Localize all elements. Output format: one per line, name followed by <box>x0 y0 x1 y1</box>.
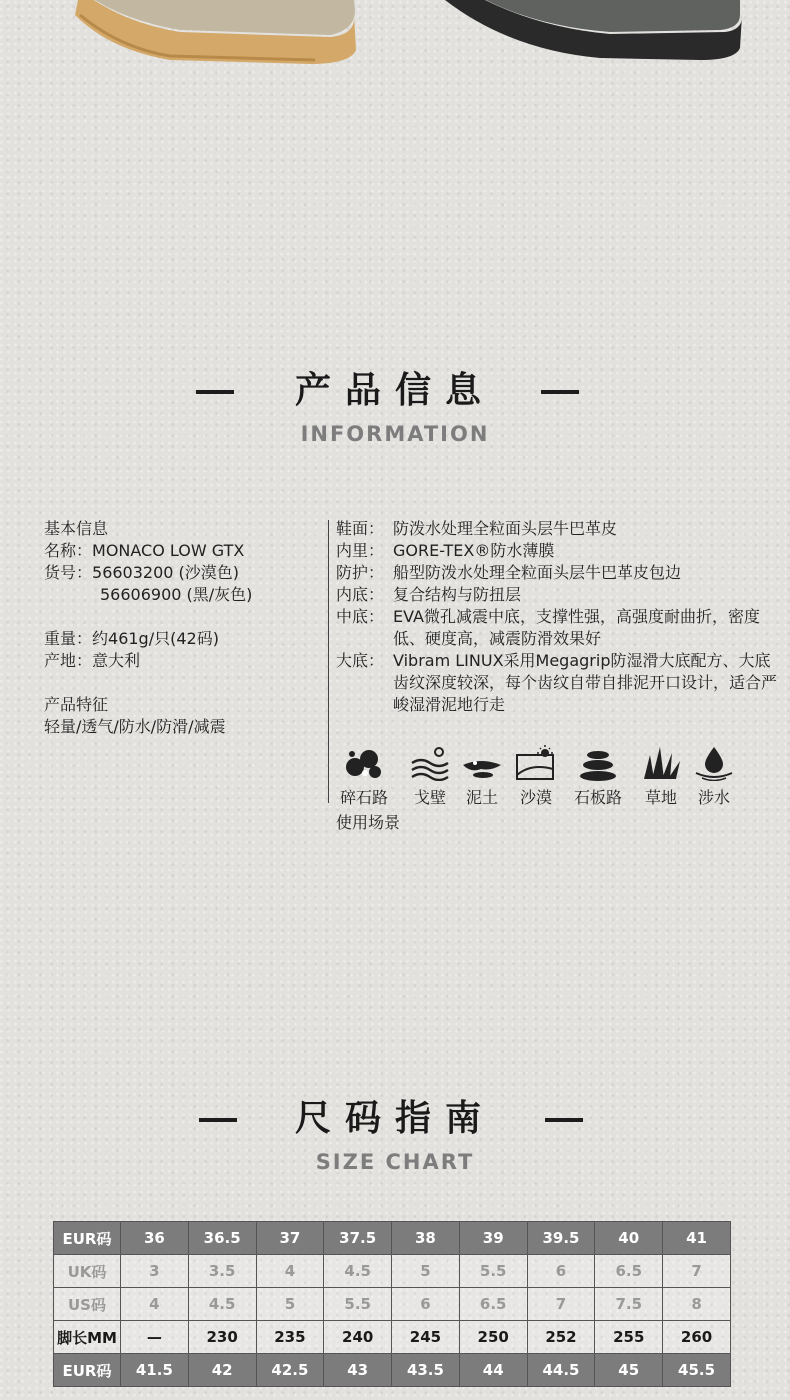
mud-icon <box>461 745 503 781</box>
size-cell: 245 <box>392 1321 460 1354</box>
size-row-header: 脚长MM <box>54 1321 121 1354</box>
size-cell: 36.5 <box>188 1222 256 1255</box>
size-cell: 4 <box>121 1288 189 1321</box>
size-cell: 7.5 <box>595 1288 663 1321</box>
size-cell: 37 <box>256 1222 324 1255</box>
size-cell: 260 <box>663 1321 731 1354</box>
spec-outsole <box>336 650 781 716</box>
basic-info <box>44 518 324 738</box>
features-value: 轻量/透气/防水/防滑/减震 <box>44 717 226 736</box>
size-cell: 255 <box>595 1321 663 1354</box>
spec-protection <box>336 562 781 584</box>
size-row <box>54 1222 731 1255</box>
spec-value: EVA微孔减震中底，支撑性强，高强度耐曲折，密度低、硬度高，减震防滑效果好 <box>393 607 760 648</box>
size-chart-heading <box>0 1094 790 1174</box>
size-cell: 6 <box>527 1255 595 1288</box>
origin-row <box>44 650 324 672</box>
title-dash-right <box>541 390 579 394</box>
size-cell: 6.5 <box>595 1255 663 1288</box>
weight-row <box>44 628 324 650</box>
scene-water: 涉水 <box>693 745 735 808</box>
size-cell: 39.5 <box>527 1222 595 1255</box>
size-cell: 235 <box>256 1321 324 1354</box>
size-cell: 3.5 <box>188 1255 256 1288</box>
size-cell: 43.5 <box>392 1354 460 1387</box>
size-cell: 45.5 <box>663 1354 731 1387</box>
spec-midsole <box>336 606 781 650</box>
sku-value-1: 56603200 (沙漠色) <box>92 563 240 582</box>
spec-list <box>336 518 781 716</box>
desert-icon <box>515 745 557 781</box>
features-heading: 产品特征 <box>44 695 109 714</box>
spec-value: Vibram LINUX采用Megagrip防湿滑大底配方、大底齿纹深度较深，每个齿纹自带自排泥开口设计，适合严峻湿滑泥地行走 <box>393 651 778 714</box>
spec-value: GORE-TEX®防水薄膜 <box>393 541 555 560</box>
scene-gobi: 戈壁 <box>409 745 451 808</box>
size-cell: 4.5 <box>324 1255 392 1288</box>
size-cell: 37.5 <box>324 1222 392 1255</box>
size-row <box>54 1354 731 1387</box>
spec-label: 内底： <box>336 585 385 604</box>
terrain-scenes <box>337 745 747 805</box>
size-cell: 7 <box>663 1255 731 1288</box>
section-title-en: SIZE CHART <box>315 1150 475 1174</box>
size-cell: 5.5 <box>459 1255 527 1288</box>
scene-stone-slab: 石板路 <box>574 745 622 808</box>
size-cell: 44.5 <box>527 1354 595 1387</box>
name-value: MONACO LOW GTX <box>92 541 245 560</box>
product-info-heading <box>0 366 790 446</box>
spec-label: 鞋面： <box>336 519 385 538</box>
usage-label: 使用场景 <box>336 813 401 832</box>
size-cell: 6 <box>392 1288 460 1321</box>
spec-label: 内里： <box>336 541 385 560</box>
size-chart-table <box>53 1221 731 1387</box>
title-dash-left <box>199 1118 237 1122</box>
scene-desert: 沙漠 <box>515 745 557 808</box>
size-cell: 252 <box>527 1321 595 1354</box>
origin-value: 意大利 <box>92 651 141 670</box>
basic-info-heading: 基本信息 <box>44 519 109 538</box>
size-row <box>54 1321 731 1354</box>
size-cell: 42.5 <box>256 1354 324 1387</box>
size-cell: 36 <box>121 1222 189 1255</box>
sku-value-2: 56606900 (黑/灰色) <box>100 585 253 604</box>
desert-shoe-image <box>60 0 360 65</box>
size-cell: 8 <box>663 1288 731 1321</box>
name-row <box>44 540 324 562</box>
scene-mud: 泥土 <box>461 745 503 808</box>
size-row <box>54 1255 731 1288</box>
spec-label: 大底： <box>336 651 385 670</box>
origin-label: 产地： <box>44 651 93 670</box>
water-icon <box>693 745 735 781</box>
size-row-header: US码 <box>54 1288 121 1321</box>
weight-label: 重量： <box>44 629 93 648</box>
size-row-header: UK码 <box>54 1255 121 1288</box>
sku-label: 货号： <box>44 563 93 582</box>
section-title-cn: 产品信息 <box>294 370 495 411</box>
column-divider <box>328 520 329 803</box>
size-cell: 44 <box>459 1354 527 1387</box>
size-cell: 250 <box>459 1321 527 1354</box>
size-cell: 6.5 <box>459 1288 527 1321</box>
size-cell: 4 <box>256 1255 324 1288</box>
spec-label: 防护： <box>336 563 385 582</box>
section-title-en: INFORMATION <box>300 422 490 446</box>
title-dash-right <box>545 1118 583 1122</box>
spec-lining <box>336 540 781 562</box>
size-cell: 41.5 <box>121 1354 189 1387</box>
size-cell: 40 <box>595 1222 663 1255</box>
grass-icon <box>640 745 682 781</box>
scene-gravel: 碎石路 <box>340 745 388 808</box>
section-title-cn: 尺码指南 <box>294 1098 495 1139</box>
size-row <box>54 1288 731 1321</box>
size-cell: — <box>121 1321 189 1354</box>
size-cell: 230 <box>188 1321 256 1354</box>
spec-value: 船型防泼水处理全粒面头层牛巴革皮包边 <box>393 563 682 582</box>
black-grey-shoe-image <box>440 0 745 60</box>
stone-slab-icon <box>577 745 619 781</box>
spec-insole <box>336 584 781 606</box>
name-label: 名称： <box>44 541 93 560</box>
gobi-icon <box>409 745 451 781</box>
size-cell: 42 <box>188 1354 256 1387</box>
size-cell: 41 <box>663 1222 731 1255</box>
spec-value: 复合结构与防扭层 <box>393 585 522 604</box>
size-cell: 3 <box>121 1255 189 1288</box>
size-row-header: EUR码 <box>54 1354 121 1387</box>
gravel-icon <box>343 745 385 781</box>
weight-value: 约461g/只(42码) <box>92 629 219 648</box>
sku-row <box>44 562 324 584</box>
spec-upper <box>336 518 781 540</box>
size-cell: 38 <box>392 1222 460 1255</box>
size-cell: 45 <box>595 1354 663 1387</box>
size-cell: 240 <box>324 1321 392 1354</box>
scene-grass: 草地 <box>640 745 682 808</box>
size-cell: 5 <box>392 1255 460 1288</box>
spec-label: 中底： <box>336 607 385 626</box>
size-cell: 43 <box>324 1354 392 1387</box>
title-dash-left <box>196 390 234 394</box>
spec-value: 防泼水处理全粒面头层牛巴革皮 <box>393 519 618 538</box>
size-row-header: EUR码 <box>54 1222 121 1255</box>
size-cell: 5 <box>256 1288 324 1321</box>
size-cell: 7 <box>527 1288 595 1321</box>
size-cell: 4.5 <box>188 1288 256 1321</box>
size-cell: 5.5 <box>324 1288 392 1321</box>
size-cell: 39 <box>459 1222 527 1255</box>
